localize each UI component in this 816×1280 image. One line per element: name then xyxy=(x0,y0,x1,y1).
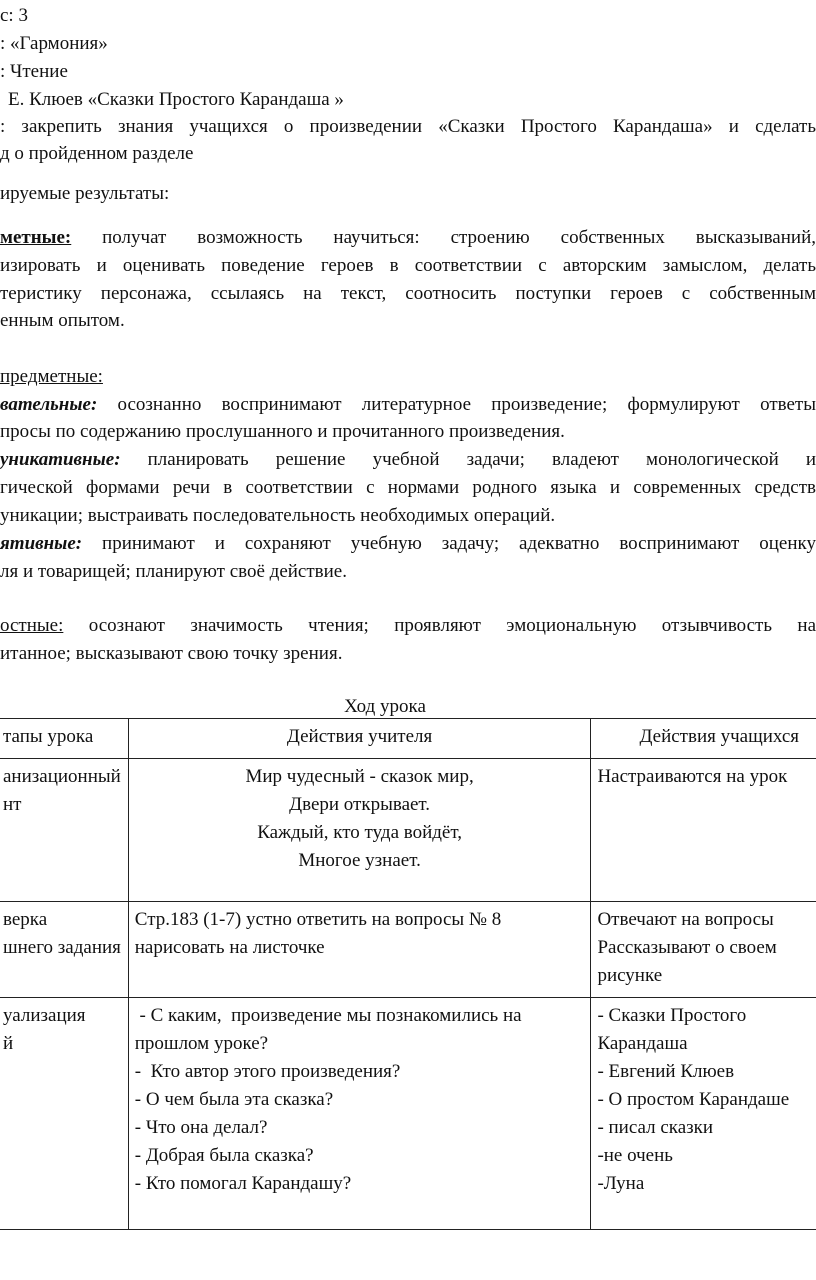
subject-results-text: получат возможность научиться: строению собственных высказываний, xyxy=(71,227,816,248)
teacher-line: - Кто помогал Карандашу? xyxy=(134,1173,352,1194)
stage-cell xyxy=(0,998,128,1230)
regulative-line-2: ля и товарищей; планируют своё действие. xyxy=(0,561,347,582)
students-line: - писал сказки xyxy=(597,1117,714,1138)
cognitive-line-1 xyxy=(0,391,816,418)
students-line: рисунке xyxy=(597,965,663,986)
subject-line: : Чтение xyxy=(0,61,68,82)
teacher-line: Стр.183 (1-7) устно ответить на вопросы № 8 xyxy=(134,909,502,930)
class-line: с: 3 xyxy=(0,5,28,26)
teacher-line: - О чем была эта сказка? xyxy=(134,1089,334,1110)
table-header-row xyxy=(0,719,816,759)
table-row xyxy=(0,902,816,998)
students-line: - Евгений Клюев xyxy=(597,1061,735,1082)
teacher-line: Каждый, кто туда войдёт, xyxy=(257,822,462,843)
stage-cell xyxy=(0,902,128,998)
students-cell xyxy=(591,759,816,902)
meta-heading: предметные: xyxy=(0,366,103,387)
regulative-label: ятивные: xyxy=(0,533,83,554)
communicative-label: уникативные: xyxy=(0,449,121,470)
communicative-line-2: гической формами речи в соответствии с нормами родного языка и современных средств xyxy=(0,477,816,498)
teacher-line: Мир чудесный - сказок мир, xyxy=(245,766,474,787)
students-line: Отвечают на вопросы xyxy=(597,909,774,930)
lesson-title: Ход урока xyxy=(344,696,426,717)
header-students: Действия учащихся xyxy=(591,719,816,759)
teacher-cell xyxy=(128,759,591,902)
stage-line: нт xyxy=(3,794,22,815)
subject-results-line-3: теристику персонажа, ссылаясь на текст, соотносить поступки героев с собственным xyxy=(0,283,816,304)
teacher-line: Многое узнает. xyxy=(298,850,421,871)
cognitive-line-2: просы по содержанию прослушанного и прочитанного произведения. xyxy=(0,421,565,442)
stage-cell xyxy=(0,759,128,902)
communicative-line-1 xyxy=(0,446,816,473)
teacher-line: - С каким, произведение мы познакомились на xyxy=(134,1005,522,1026)
teacher-cell xyxy=(128,902,591,998)
teacher-cell xyxy=(128,998,591,1230)
teacher-line: Двери открывает. xyxy=(289,794,431,815)
teacher-line: - Что она делал? xyxy=(134,1117,268,1138)
teacher-line: прошлом уроке? xyxy=(134,1033,269,1054)
students-line: -не очень xyxy=(597,1145,673,1166)
regulative-text: принимают и сохраняют учебную задачу; адекватно воспринимают оценку xyxy=(82,533,816,554)
students-line: -Луна xyxy=(597,1173,645,1194)
subject-results-line-1 xyxy=(0,224,816,251)
personal-line-2: итанное; высказывают свою точку зрения. xyxy=(0,643,343,664)
topic-line: Е. Клюев «Сказки Простого Карандаша » xyxy=(8,89,344,110)
students-cell xyxy=(591,902,816,998)
stage-line: уализация xyxy=(3,1005,86,1026)
results-heading: ируемые результаты: xyxy=(0,183,170,204)
stage-line: анизационный xyxy=(3,766,121,787)
header-teacher: Действия учителя xyxy=(128,719,591,759)
communicative-text: планировать решение учебной задачи; владеют монологической и xyxy=(120,449,816,470)
personal-text: осознают значимость чтения; проявляют эмоциональную отзывчивость на xyxy=(63,615,816,636)
communicative-line-3: уникации; выстраивать последовательность необходимых операций. xyxy=(0,505,556,526)
subject-results-line-2: изировать и оценивать поведение героев в соответствии с авторским замыслом, делать xyxy=(0,255,816,276)
students-line: Рассказывают о своем xyxy=(597,937,777,958)
students-line: - О простом Карандаше xyxy=(597,1089,790,1110)
stage-line: шнего задания xyxy=(3,937,121,958)
teacher-line: - Кто автор этого произведения? xyxy=(134,1061,401,1082)
goal-line-2: д о пройденном разделе xyxy=(0,143,194,164)
program-line: : «Гармония» xyxy=(0,33,108,54)
teacher-line: - Добрая была сказка? xyxy=(134,1145,314,1166)
personal-line-1 xyxy=(0,612,816,639)
subject-results-line-4: енным опытом. xyxy=(0,310,125,331)
students-line: Настраиваются на урок xyxy=(597,766,788,787)
personal-label: остные: xyxy=(0,615,64,636)
goal-line-1: : закрепить знания учащихся о произведении «Сказки Простого Карандаша» и сделать xyxy=(0,116,816,137)
stage-line: верка xyxy=(3,909,48,930)
header-stages: тапы урока xyxy=(0,719,128,759)
cognitive-text: осознанно воспринимают литературное произведение; формулируют ответы xyxy=(97,394,816,415)
table-row xyxy=(0,998,816,1230)
stage-line: й xyxy=(3,1033,14,1054)
cognitive-label: вательные: xyxy=(0,394,98,415)
lesson-table xyxy=(0,718,816,1230)
students-cell xyxy=(591,998,816,1230)
subject-results-label: метные: xyxy=(0,227,72,248)
students-line: - Сказки Простого xyxy=(597,1005,747,1026)
students-line: Карандаша xyxy=(597,1033,688,1054)
table-row xyxy=(0,759,816,902)
regulative-line-1 xyxy=(0,530,816,557)
teacher-line: нарисовать на листочке xyxy=(134,937,325,958)
